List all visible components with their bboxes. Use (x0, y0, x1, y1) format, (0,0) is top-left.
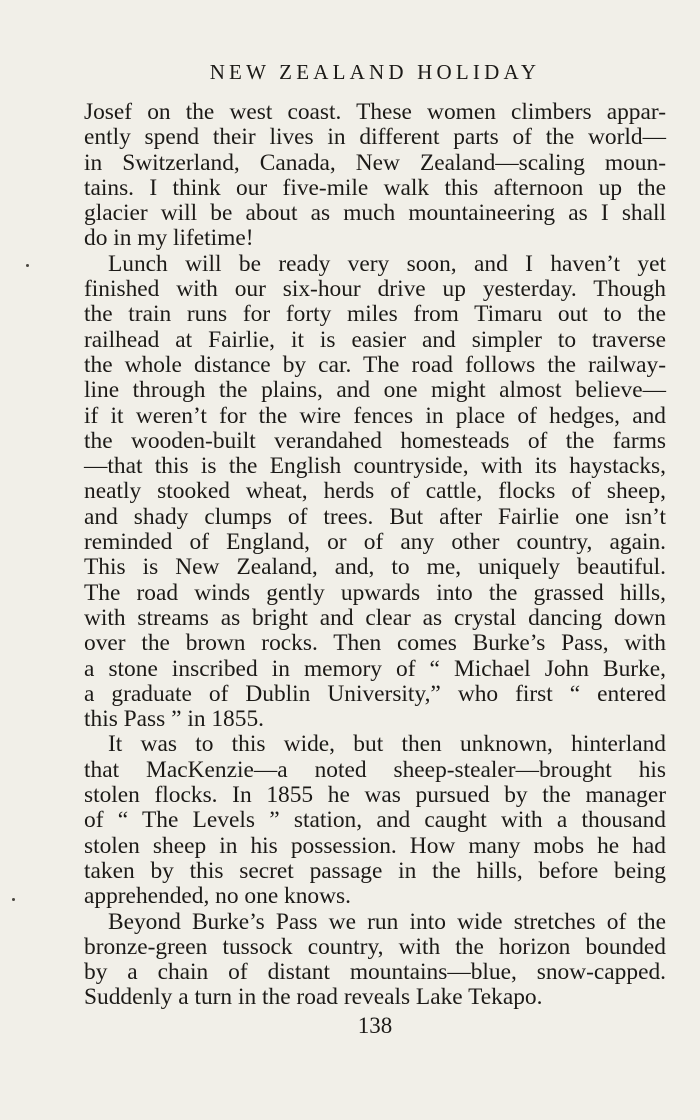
body-text (84, 100, 666, 1011)
text-line: Suddenly a turn in the road reveals Lake Tekapo. (84, 984, 543, 1011)
text-line: that MacKenzie—a noted sheep-stealer—brought his (84, 756, 666, 783)
text-line: line through the plains, and one might almost believe— (84, 377, 666, 404)
paper-speck (12, 898, 15, 901)
text-line: stolen flocks. In 1855 he was pursued by the manager (84, 782, 666, 809)
text-line: —that this is the English countryside, with its haystacks, (84, 453, 666, 480)
text-line: this Pass ” in 1855. (84, 706, 264, 733)
text-line: Lunch will be ready very soon, and I haven’t yet (108, 250, 666, 277)
text-line: and shady clumps of trees. But after Fairlie one isn’t (84, 503, 666, 530)
text-line: the train runs for forty miles from Timaru out to the (84, 301, 666, 328)
text-line: It was to this wide, but then unknown, hinterland (108, 731, 666, 758)
text-line: finished with our six-hour drive up yesterday. Though (84, 276, 666, 303)
text-line: a stone inscribed in memory of “ Michael John Burke, (84, 655, 666, 682)
text-line: in Switzerland, Canada, New Zealand—scaling moun- (84, 149, 666, 176)
text-line: stolen sheep in his possession. How many mobs he had (84, 832, 666, 859)
text-line: glacier will be about as much mountaineering as I shall (84, 200, 666, 227)
text-line: ently spend their lives in different parts of the world— (84, 124, 666, 151)
text-line: apprehended, no one knows. (84, 883, 351, 910)
running-head: NEW ZEALAND HOLIDAY (209, 60, 541, 84)
page-number: 138 (357, 1013, 393, 1038)
paper-speck (26, 264, 29, 267)
text-line: by a chain of distant mountains—blue, snow-capped. (84, 959, 666, 986)
text-line: neatly stooked wheat, herds of cattle, flocks of sheep, (84, 478, 666, 505)
text-line: reminded of England, or of any other country, again. (84, 529, 666, 556)
text-line: of “ The Levels ” station, and caught with a thousand (84, 807, 666, 834)
text-line: tains. I think our five-mile walk this afternoon up the (84, 174, 666, 201)
text-line: do in my lifetime! (84, 225, 254, 252)
text-line: This is New Zealand, and, to me, uniquely beautiful. (84, 554, 666, 581)
text-line: over the brown rocks. Then comes Burke’s Pass, with (84, 630, 666, 657)
text-line: Beyond Burke’s Pass we run into wide stretches of the (108, 908, 666, 935)
text-line: if it weren’t for the wire fences in place of hedges, and (84, 402, 666, 429)
text-line: Josef on the west coast. These women climbers appar- (84, 99, 666, 125)
text-line: the wooden-built verandahed homesteads of the farms (84, 427, 666, 454)
text-line: a graduate of Dublin University,” who first “ entered (84, 680, 666, 707)
text-line: taken by this secret passage in the hills, before being (84, 857, 666, 884)
text-line: railhead at Fairlie, it is easier and simpler to traverse (84, 326, 666, 353)
text-line: bronze-green tussock country, with the horizon bounded (84, 933, 666, 960)
text-line: the whole distance by car. The road follows the railway- (84, 351, 666, 378)
text-line: with streams as bright and clear as crystal dancing down (84, 604, 666, 631)
text-line: The road winds gently upwards into the grassed hills, (84, 579, 666, 606)
